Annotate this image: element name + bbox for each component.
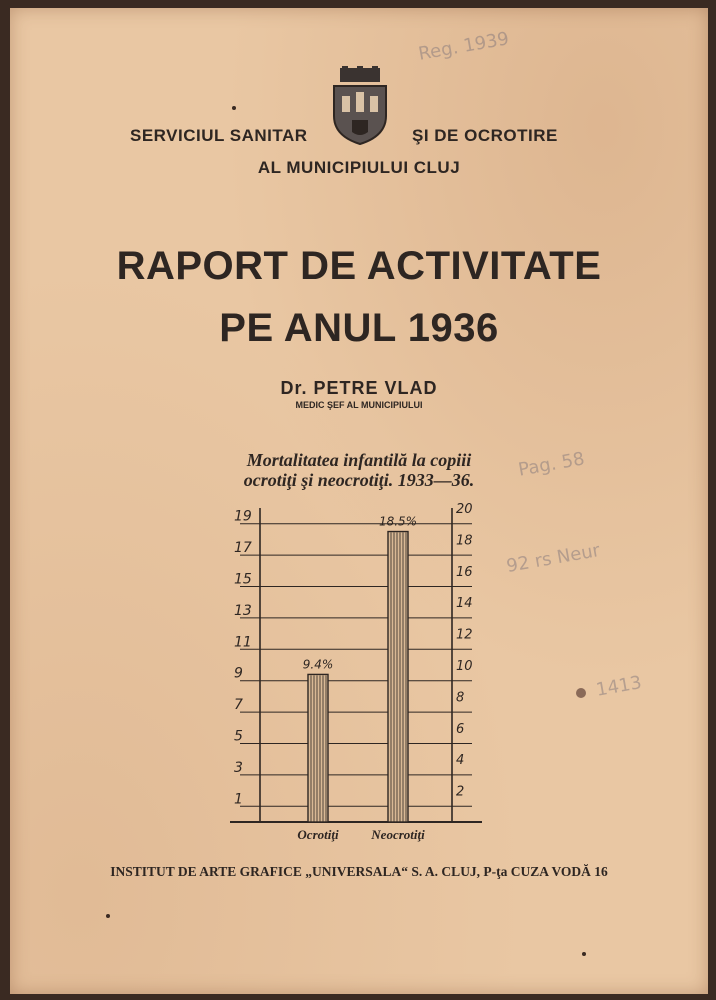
y-tick-left: 1 [234,791,243,808]
pencil-annotation-top: Reg. 1939 [416,28,511,65]
author-name: Dr. PETRE VLAD [280,378,438,398]
chart-title-line1: Mortalitatea infantilă la copiii [246,450,472,470]
pencil-annotation-pages: Pag. 58 [516,448,587,481]
speck [106,914,110,918]
chart-title-line2: ocrotiţi şi neocrotiţi. 1933—36. [243,470,475,490]
y-tick-right: 14 [456,596,473,612]
y-tick-right: 2 [456,784,465,800]
y-tick-left: 3 [234,759,243,776]
y-tick-right: 12 [456,627,473,643]
y-tick-left: 7 [234,697,243,714]
book-cover [10,8,708,994]
report-title-line1: RAPORT DE ACTIVITATE [116,244,602,288]
y-tick-right: 10 [456,659,473,674]
speck [582,952,586,956]
mortality-bar-chart [216,496,496,848]
coat-of-arms-emblem [332,66,388,146]
header-institution-right: ŞI DE OCROTIRE [412,126,558,145]
pencil-annotation-price: 92 rs Neur [504,539,602,578]
author-role: MEDIC ŞEF AL MUNICIPIULUI [295,400,423,410]
bar-data-label: 18.5% [378,514,418,529]
y-tick-left: 11 [234,634,252,651]
y-tick-left: 5 [234,728,243,745]
y-tick-right: 4 [456,753,465,769]
speck [232,106,236,110]
y-tick-right: 8 [456,690,465,706]
pencil-annotation-inventory: 1413 [594,672,644,701]
y-tick-right: 6 [456,721,465,737]
publisher-imprint: INSTITUT DE ARTE GRAFICE „UNIVERSALA“ S. A. CLUJ, P-ţa CUZA VODĂ 16 [110,864,608,879]
y-tick-right: 18 [456,533,473,549]
y-tick-left: 19 [234,508,252,525]
y-tick-left: 17 [234,540,252,557]
category-label: Ocrotiţi [297,827,339,842]
stain-spot [576,688,586,698]
category-label: Neocrotiţi [371,827,425,842]
header-institution-left: SERVICIUL SANITAR [130,126,308,145]
y-tick-right: 20 [456,502,473,517]
bar-data-label: 9.4% [302,657,334,672]
y-tick-left: 13 [234,602,252,619]
y-tick-right: 16 [456,564,473,580]
report-title-line2: PE ANUL 1936 [219,306,499,350]
y-tick-left: 9 [234,665,243,682]
y-tick-left: 15 [234,571,252,588]
header-institution-line2: AL MUNICIPIULUI CLUJ [257,158,461,177]
